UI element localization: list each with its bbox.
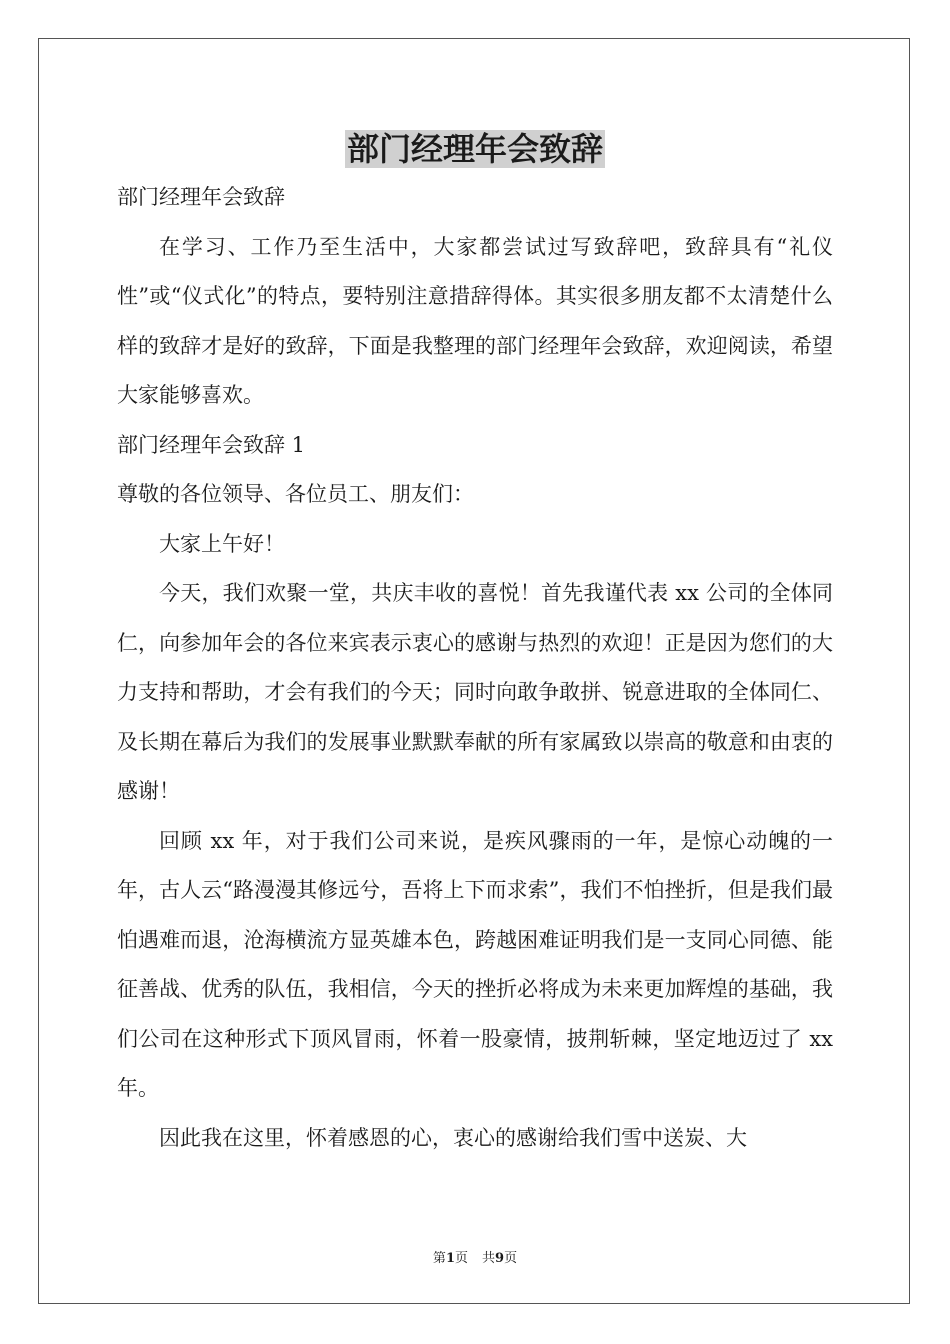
paragraph: 回顾 xx 年，对于我们公司来说，是疾风骤雨的一年，是惊心动魄的一年，古人云“路漫漫其修远兮，吾将上下而求索”，我们不怕挫折，但是我们最怕遇难而退，沧海横流方显英雄本色，跨越困难证明我们是一支同心同德、能征善战、优秀的队伍，我相信，今天的挫折必将成为未来更加辉煌的基础，我们公司在这种形式下顶风冒雨，怀着一股豪情，披荆斩棘，坚定地迈过了 xx 年。 — [117, 828, 833, 1100]
paragraph: 部门经理年会致辞 — [117, 185, 285, 209]
page-suffix: 页 — [454, 1251, 468, 1266]
total-prefix: 共 — [482, 1251, 496, 1266]
page-total: 9 — [495, 1251, 505, 1266]
paragraph: 部门经理年会致辞 1 — [117, 432, 306, 457]
document-body — [117, 173, 833, 1163]
paragraph: 尊敬的各位领导、各位员工、朋友们： — [117, 482, 474, 506]
page-prefix: 第 — [432, 1251, 446, 1266]
document-title-text: 部门经理年会致辞 — [346, 130, 603, 168]
paragraph: 大家上午好！ — [159, 531, 285, 556]
total-suffix: 页 — [504, 1251, 518, 1266]
paragraph: 在学习、工作乃至生活中，大家都尝试过写致辞吧，致辞具有“礼仪性”或“仪式化”的特点，要特别注意措辞得体。其实很多朋友都不太清楚什么样的致辞才是好的致辞，下面是我整理的部门经理年会致辞，欢迎阅读，希望大家能够喜欢。 — [117, 234, 833, 407]
paragraph: 因此我在这里，怀着感恩的心，衷心的感谢给我们雪中送炭、大 — [159, 1125, 747, 1150]
paragraph: 今天，我们欢聚一堂，共庆丰收的喜悦！首先我谨代表 xx 公司的全体同仁，向参加年会的各位来宾表示衷心的感谢与热烈的欢迎！正是因为您们的大力支持和帮助，才会有我们的今天；同时向敢争敢拼、锐意进取的全体同仁、及长期在幕后为我们的发展事业默默奉献的所有家属致以崇高的敬意和由衷的感谢！ — [117, 581, 833, 803]
page-current: 1 — [445, 1251, 455, 1266]
page-footer — [0, 1250, 950, 1268]
document-title — [0, 126, 950, 172]
